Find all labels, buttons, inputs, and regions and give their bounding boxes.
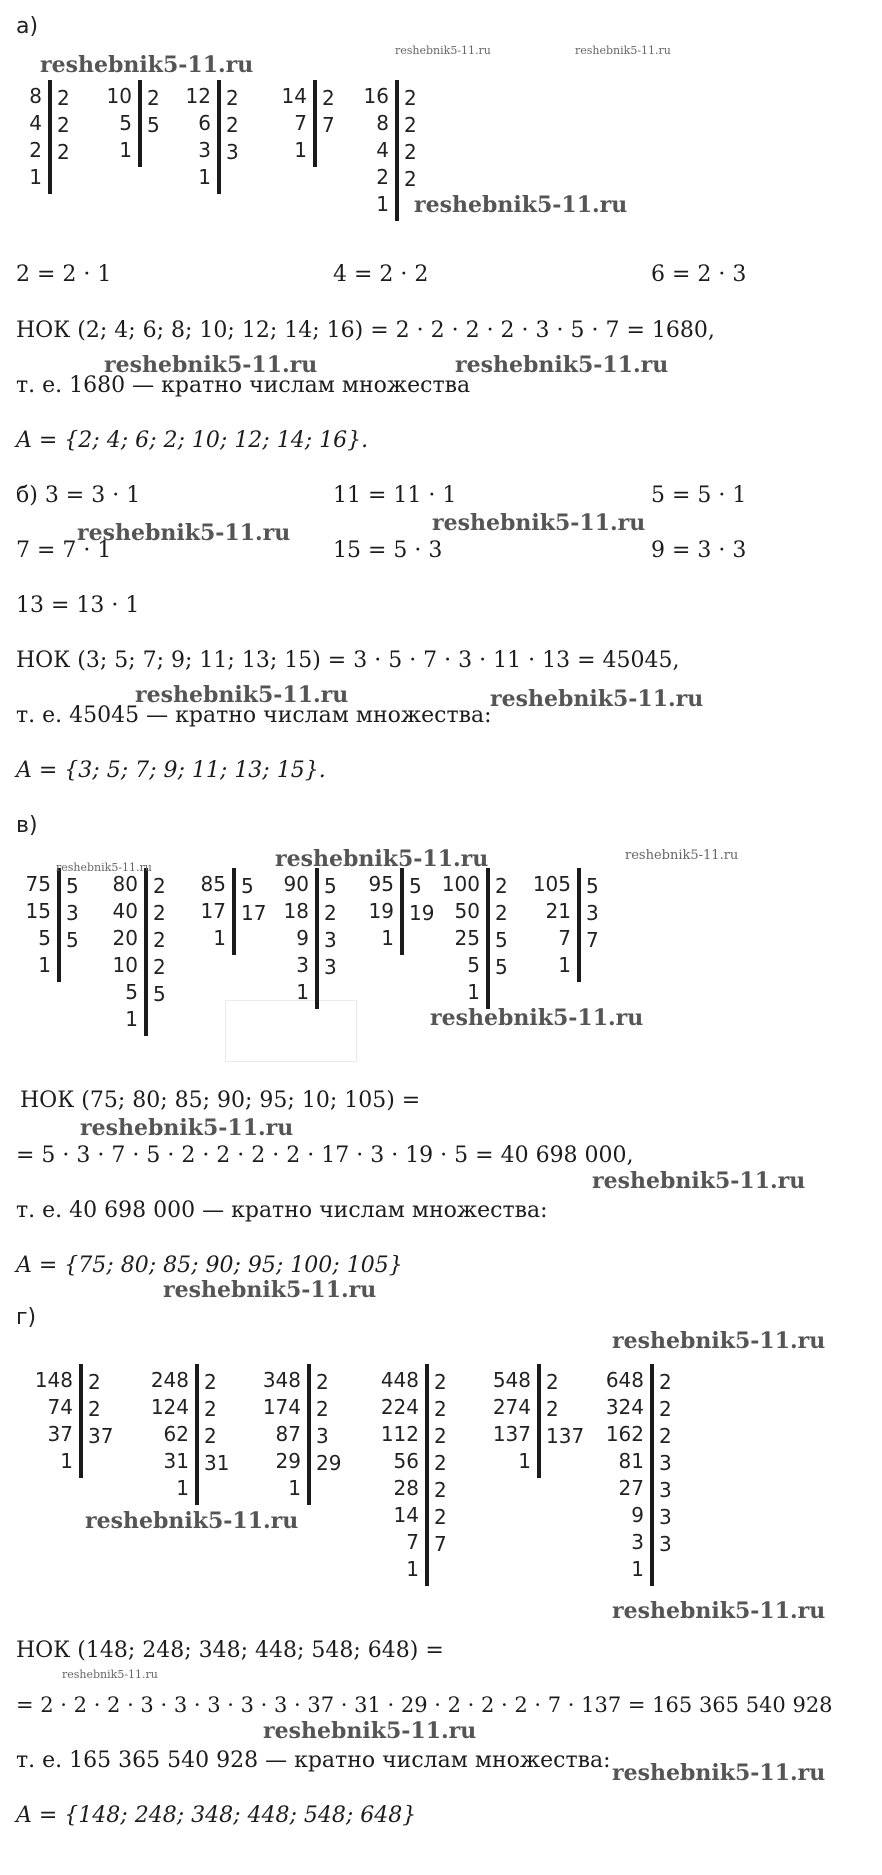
- dividend: 4: [29, 111, 42, 135]
- prime-factor: 2: [57, 86, 70, 110]
- watermark: reshebnik5-11.ru: [135, 682, 349, 708]
- division-bar: [79, 1364, 83, 1478]
- dividend: 324: [605, 1395, 644, 1419]
- prime-factor: 2: [88, 1370, 101, 1394]
- prime-factor: 31: [204, 1451, 230, 1475]
- dividend: 3: [631, 1530, 644, 1554]
- prime-factor: 2: [546, 1370, 559, 1394]
- prime-factor: 2: [204, 1370, 217, 1394]
- division-bar: [144, 868, 148, 1036]
- dividend: 3: [198, 138, 211, 162]
- prime-factor: 2: [226, 113, 239, 137]
- dividend: 95: [368, 872, 394, 896]
- division-bar: [307, 1364, 311, 1505]
- prime-factor: 2: [404, 140, 417, 164]
- prime-factor: 5: [586, 874, 599, 898]
- dividend: 9: [631, 1503, 644, 1527]
- dividend: 7: [294, 111, 307, 135]
- dividend: 50: [454, 899, 480, 923]
- prime-factor: 2: [204, 1424, 217, 1448]
- equation: 11 = 11 · 1: [333, 483, 457, 508]
- prime-factor: 3: [324, 955, 337, 979]
- dividend: 5: [38, 926, 51, 950]
- dividend: 37: [47, 1422, 73, 1446]
- dividend: 62: [163, 1422, 189, 1446]
- prime-factor: 2: [434, 1451, 447, 1475]
- watermark: reshebnik5-11.ru: [612, 1598, 826, 1624]
- watermark: reshebnik5-11.ru: [80, 1115, 294, 1141]
- dividend: 274: [492, 1395, 531, 1419]
- dividend: 80: [112, 872, 138, 896]
- dividend: 29: [275, 1449, 301, 1473]
- prime-factor: 2: [495, 874, 508, 898]
- division-bar: [395, 80, 399, 221]
- dividend: 1: [294, 138, 307, 162]
- prime-factor: 2: [322, 86, 335, 110]
- prime-factor: 7: [322, 113, 335, 137]
- dividend: 1: [60, 1449, 73, 1473]
- prime-factor: 2: [153, 874, 166, 898]
- prime-factor: 5: [409, 874, 422, 898]
- prime-factor: 3: [659, 1451, 672, 1475]
- conclusion-line: т. е. 165 365 540 928 — кратно числам множества:: [16, 1748, 611, 1773]
- dividend: 124: [150, 1395, 189, 1419]
- dividend: 14: [281, 84, 307, 108]
- division-bar: [315, 868, 319, 1009]
- prime-factor: 2: [316, 1370, 329, 1394]
- watermark: reshebnik5-11.ru: [455, 352, 669, 378]
- prime-factor: 2: [324, 901, 337, 925]
- dividend: 75: [25, 872, 51, 896]
- watermark: reshebnik5-11.ru: [163, 1277, 377, 1303]
- equation: 13 = 13 · 1: [16, 593, 140, 618]
- prime-factor: 2: [659, 1397, 672, 1421]
- prime-factor: 2: [434, 1370, 447, 1394]
- dividend: 8: [29, 84, 42, 108]
- dividend: 18: [283, 899, 309, 923]
- dividend: 174: [262, 1395, 301, 1419]
- prime-factor: 19: [409, 901, 435, 925]
- prime-factor: 2: [57, 140, 70, 164]
- dividend: 648: [605, 1368, 644, 1392]
- dividend: 1: [558, 953, 571, 977]
- prime-factor: 2: [204, 1397, 217, 1421]
- dividend: 2: [376, 165, 389, 189]
- watermark: reshebnik5-11.ru: [40, 52, 254, 78]
- dividend: 1: [467, 980, 480, 1004]
- dividend: 21: [545, 899, 571, 923]
- dividend: 15: [25, 899, 51, 923]
- equation: 2 = 2 · 1: [16, 262, 112, 287]
- nok-line: НОК (2; 4; 6; 8; 10; 12; 14; 16) = 2 · 2 · 2 · 2 · 3 · 5 · 7 = 1680,: [16, 318, 715, 343]
- prime-factor: 29: [316, 1451, 342, 1475]
- prime-factor: 137: [546, 1424, 585, 1448]
- section-v-label: в): [16, 813, 38, 838]
- nok-head: НОК (75; 80; 85; 90; 95; 10; 105) =: [20, 1088, 421, 1113]
- dividend: 87: [275, 1422, 301, 1446]
- prime-factor: 2: [659, 1370, 672, 1394]
- set-line: A = {148; 248; 348; 448; 548; 648}: [16, 1803, 417, 1828]
- prime-factor: 2: [659, 1424, 672, 1448]
- division-bar: [537, 1364, 541, 1478]
- equation: 7 = 7 · 1: [16, 538, 112, 563]
- watermark: reshebnik5-11.ru: [490, 686, 704, 712]
- dividend: 224: [380, 1395, 419, 1419]
- watermark: reshebnik5-11.ru: [432, 510, 646, 536]
- prime-factor: 2: [495, 901, 508, 925]
- prime-factor: 3: [659, 1478, 672, 1502]
- watermark: reshebnik5-11.ru: [625, 848, 739, 863]
- division-bar: [650, 1364, 654, 1586]
- division-bar: [313, 80, 317, 167]
- nok-body: = 5 · 3 · 7 · 5 · 2 · 2 · 2 · 2 · 17 · 3 · 19 · 5 = 40 698 000,: [16, 1143, 634, 1168]
- prime-factor: 2: [404, 86, 417, 110]
- prime-factor: 2: [153, 928, 166, 952]
- watermark: reshebnik5-11.ru: [56, 861, 152, 874]
- nok-head: НОК (148; 248; 348; 448; 548; 648) =: [16, 1638, 444, 1663]
- dividend: 348: [262, 1368, 301, 1392]
- nok-body: = 2 · 2 · 2 · 3 · 3 · 3 · 3 · 3 · 37 · 31 · 29 · 2 · 2 · 2 · 7 · 137 = 165 365 540 928: [16, 1693, 833, 1717]
- watermark: reshebnik5-11.ru: [263, 1718, 477, 1744]
- nok-line: НОК (3; 5; 7; 9; 11; 13; 15) = 3 · 5 · 7 · 3 · 11 · 13 = 45045,: [16, 648, 680, 673]
- equation: 9 = 3 · 3: [651, 538, 747, 563]
- prime-factor: 3: [586, 901, 599, 925]
- dividend: 137: [492, 1422, 531, 1446]
- dividend: 10: [106, 84, 132, 108]
- prime-factor: 3: [316, 1424, 329, 1448]
- dividend: 548: [492, 1368, 531, 1392]
- division-bar: [400, 868, 404, 955]
- dividend: 1: [38, 953, 51, 977]
- dividend: 6: [198, 111, 211, 135]
- watermark: reshebnik5-11.ru: [575, 44, 671, 57]
- dividend: 14: [393, 1503, 419, 1527]
- prime-factor: 2: [147, 86, 160, 110]
- dividend: 7: [406, 1530, 419, 1554]
- section-a-label: а): [16, 14, 39, 39]
- dividend: 20: [112, 926, 138, 950]
- dividend: 8: [376, 111, 389, 135]
- prime-factor: 7: [586, 928, 599, 952]
- division-bar: [232, 868, 236, 955]
- division-bar: [425, 1364, 429, 1586]
- section-b-label: б) 3 = 3 · 1: [16, 483, 141, 508]
- dividend: 1: [376, 192, 389, 216]
- prime-factor: 2: [434, 1424, 447, 1448]
- dividend: 19: [368, 899, 394, 923]
- prime-factor: 2: [57, 113, 70, 137]
- prime-factor: 5: [324, 874, 337, 898]
- dividend: 12: [185, 84, 211, 108]
- dividend: 5: [125, 980, 138, 1004]
- prime-factor: 2: [88, 1397, 101, 1421]
- dividend: 9: [296, 926, 309, 950]
- prime-factor: 2: [226, 86, 239, 110]
- prime-factor: 3: [226, 140, 239, 164]
- watermark: reshebnik5-11.ru: [612, 1760, 826, 1786]
- prime-factor: 17: [241, 901, 267, 925]
- division-bar: [138, 80, 142, 167]
- dividend: 81: [618, 1449, 644, 1473]
- dividend: 5: [467, 953, 480, 977]
- dividend: 1: [198, 165, 211, 189]
- prime-factor: 5: [153, 982, 166, 1006]
- dividend: 90: [283, 872, 309, 896]
- dividend: 1: [125, 1007, 138, 1031]
- watermark: reshebnik5-11.ru: [62, 1668, 158, 1681]
- watermark: reshebnik5-11.ru: [414, 192, 628, 218]
- prime-factor: 2: [434, 1505, 447, 1529]
- division-bar: [577, 868, 581, 982]
- dividend: 248: [150, 1368, 189, 1392]
- dividend: 1: [119, 138, 132, 162]
- prime-factor: 3: [659, 1532, 672, 1556]
- dividend: 27: [618, 1476, 644, 1500]
- prime-factor: 2: [316, 1397, 329, 1421]
- watermark: reshebnik5-11.ru: [592, 1168, 806, 1194]
- dividend: 1: [296, 980, 309, 1004]
- prime-factor: 2: [434, 1397, 447, 1421]
- dividend: 448: [380, 1368, 419, 1392]
- watermark: reshebnik5-11.ru: [85, 1508, 299, 1534]
- prime-factor: 2: [404, 113, 417, 137]
- prime-factor: 3: [324, 928, 337, 952]
- dividend: 1: [406, 1557, 419, 1581]
- dividend: 4: [376, 138, 389, 162]
- dividend: 1: [381, 926, 394, 950]
- prime-factor: 5: [66, 928, 79, 952]
- prime-factor: 5: [147, 113, 160, 137]
- dividend: 1: [631, 1557, 644, 1581]
- dividend: 2: [29, 138, 42, 162]
- watermark: reshebnik5-11.ru: [104, 352, 318, 378]
- division-bar: [486, 868, 490, 1009]
- dividend: 100: [441, 872, 480, 896]
- watermark: reshebnik5-11.ru: [430, 1005, 644, 1031]
- prime-factor: 3: [66, 901, 79, 925]
- equation: 5 = 5 · 1: [651, 483, 747, 508]
- division-bar: [195, 1364, 199, 1505]
- section-g-label: г): [16, 1305, 37, 1330]
- faint-grid: [225, 1000, 357, 1062]
- conclusion-line: т. е. 1680 — кратно числам множества: [16, 373, 471, 398]
- dividend: 1: [176, 1476, 189, 1500]
- set-line: A = {2; 4; 6; 2; 10; 12; 14; 16}.: [16, 428, 369, 453]
- dividend: 17: [200, 899, 226, 923]
- set-line: A = {75; 80; 85; 90; 95; 100; 105}: [16, 1253, 403, 1278]
- watermark: reshebnik5-11.ru: [395, 44, 491, 57]
- dividend: 85: [200, 872, 226, 896]
- prime-factor: 5: [66, 874, 79, 898]
- prime-factor: 2: [546, 1397, 559, 1421]
- equation: 4 = 2 · 2: [333, 262, 429, 287]
- set-line: A = {3; 5; 7; 9; 11; 13; 15}.: [16, 758, 326, 783]
- dividend: 10: [112, 953, 138, 977]
- prime-factor: 2: [434, 1478, 447, 1502]
- dividend: 162: [605, 1422, 644, 1446]
- prime-factor: 37: [88, 1424, 114, 1448]
- prime-factor: 5: [495, 928, 508, 952]
- dividend: 16: [363, 84, 389, 108]
- dividend: 40: [112, 899, 138, 923]
- dividend: 31: [163, 1449, 189, 1473]
- division-bar: [217, 80, 221, 194]
- prime-factor: 5: [495, 955, 508, 979]
- dividend: 105: [532, 872, 571, 896]
- prime-factor: 2: [153, 901, 166, 925]
- dividend: 148: [34, 1368, 73, 1392]
- dividend: 28: [393, 1476, 419, 1500]
- dividend: 3: [296, 953, 309, 977]
- dividend: 5: [119, 111, 132, 135]
- dividend: 74: [47, 1395, 73, 1419]
- prime-factor: 5: [241, 874, 254, 898]
- conclusion-line: т. е. 40 698 000 — кратно числам множества:: [16, 1198, 548, 1223]
- watermark: reshebnik5-11.ru: [612, 1328, 826, 1354]
- dividend: 1: [518, 1449, 531, 1473]
- dividend: 1: [213, 926, 226, 950]
- prime-factor: 3: [659, 1505, 672, 1529]
- conclusion-line: т. е. 45045 — кратно числам множества:: [16, 703, 492, 728]
- equation: 6 = 2 · 3: [651, 262, 747, 287]
- dividend: 7: [558, 926, 571, 950]
- dividend: 25: [454, 926, 480, 950]
- prime-factor: 7: [434, 1532, 447, 1556]
- dividend: 56: [393, 1449, 419, 1473]
- prime-factor: 2: [404, 167, 417, 191]
- dividend: 1: [29, 165, 42, 189]
- watermark: reshebnik5-11.ru: [275, 846, 489, 872]
- equation: 15 = 5 · 3: [333, 538, 443, 563]
- dividend: 1: [288, 1476, 301, 1500]
- dividend: 112: [380, 1422, 419, 1446]
- division-bar: [48, 80, 52, 194]
- division-bar: [57, 868, 61, 982]
- watermark: reshebnik5-11.ru: [77, 520, 291, 546]
- prime-factor: 2: [153, 955, 166, 979]
